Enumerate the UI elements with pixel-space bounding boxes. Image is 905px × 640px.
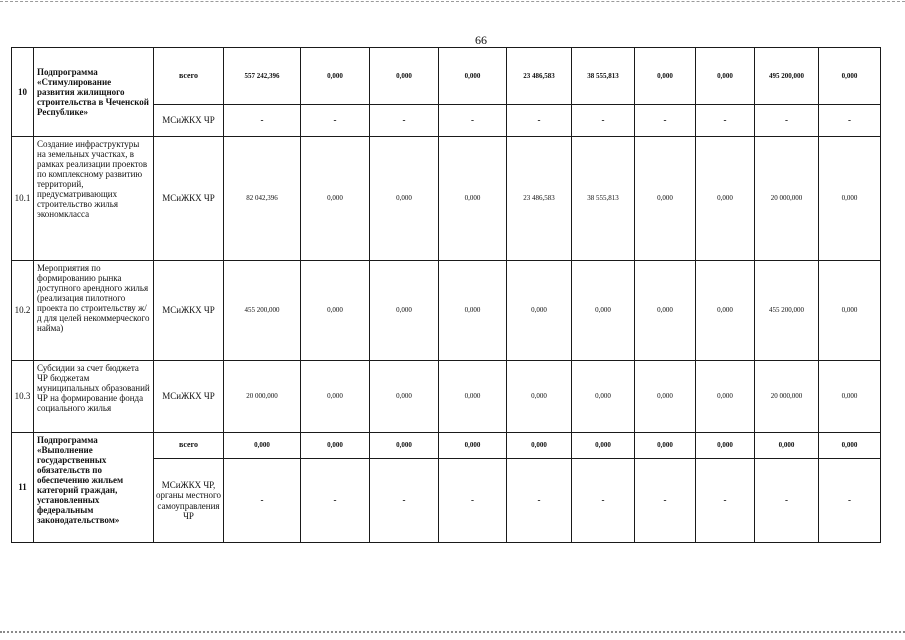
dash-cell: - <box>301 105 370 137</box>
executor-cell: МСиЖКХ ЧР <box>154 105 224 137</box>
dash-cell: - <box>439 459 507 543</box>
dash-cell: - <box>370 459 439 543</box>
value-cell: 0,000 <box>507 361 572 433</box>
value-cell: 0,000 <box>819 137 881 261</box>
value-cell: 0,000 <box>301 137 370 261</box>
value-cell: 0,000 <box>696 361 755 433</box>
value-cell: 0,000 <box>819 261 881 361</box>
value-cell: 0,000 <box>819 433 881 459</box>
table-row <box>12 137 881 261</box>
value-cell: 0,000 <box>635 433 696 459</box>
value-cell: 23 486,583 <box>507 48 572 105</box>
dash-cell: - <box>224 105 301 137</box>
scan-edge-top <box>0 1 905 2</box>
value-cell: 0,000 <box>696 433 755 459</box>
row-name: Подпрограмма «Стимулирование развития жилищного строительства в Чеченской Республике» <box>34 48 154 137</box>
value-cell: 0,000 <box>370 261 439 361</box>
executor-cell: МСиЖКХ ЧР <box>154 137 224 261</box>
value-cell: 82 042,396 <box>224 137 301 261</box>
value-cell: 0,000 <box>301 261 370 361</box>
dash-cell: - <box>439 105 507 137</box>
executor-cell: МСиЖКХ ЧР <box>154 361 224 433</box>
dash-cell: - <box>507 459 572 543</box>
dash-cell: - <box>755 105 819 137</box>
value-cell: 0,000 <box>572 261 635 361</box>
row-name: Субсидии за счет бюджета ЧР бюджетам муниципальных образований ЧР на формирование фонда социального жилья <box>34 361 154 433</box>
dash-cell: - <box>224 459 301 543</box>
value-cell: 0,000 <box>439 48 507 105</box>
table-row <box>12 433 881 459</box>
value-cell: 0,000 <box>301 48 370 105</box>
value-cell: 0,000 <box>635 361 696 433</box>
totals-label: всего <box>154 433 224 459</box>
value-cell: 0,000 <box>507 433 572 459</box>
dash-cell: - <box>507 105 572 137</box>
row-name: Мероприятия по формированию рынка доступного арендного жилья (реализация пилотного проекта по строительству ж/д для целей некоммерческого найма) <box>34 261 154 361</box>
dash-cell: - <box>635 105 696 137</box>
value-cell: 23 486,583 <box>507 137 572 261</box>
value-cell: 0,000 <box>635 137 696 261</box>
executor-cell: МСиЖКХ ЧР, органы местного самоуправления ЧР <box>154 459 224 543</box>
value-cell: 0,000 <box>696 48 755 105</box>
value-cell: 0,000 <box>439 261 507 361</box>
value-cell: 455 200,000 <box>224 261 301 361</box>
value-cell: 0,000 <box>370 137 439 261</box>
row-number: 10 <box>12 48 34 137</box>
value-cell: 20 000,000 <box>224 361 301 433</box>
value-cell: 0,000 <box>439 137 507 261</box>
program-table <box>11 47 881 543</box>
table-row <box>12 361 881 433</box>
row-number: 10.1 <box>12 137 34 261</box>
dash-cell: - <box>696 105 755 137</box>
value-cell: 0,000 <box>635 48 696 105</box>
value-cell: 557 242,396 <box>224 48 301 105</box>
value-cell: 20 000,000 <box>755 137 819 261</box>
value-cell: 0,000 <box>696 137 755 261</box>
value-cell: 0,000 <box>301 433 370 459</box>
page-number: 66 <box>475 33 487 47</box>
totals-label: всего <box>154 48 224 105</box>
value-cell: 455 200,000 <box>755 261 819 361</box>
value-cell: 0,000 <box>439 361 507 433</box>
dash-cell: - <box>572 105 635 137</box>
value-cell: 0,000 <box>224 433 301 459</box>
value-cell: 0,000 <box>819 361 881 433</box>
dash-cell: - <box>755 459 819 543</box>
dash-cell: - <box>819 105 881 137</box>
value-cell: 0,000 <box>507 261 572 361</box>
value-cell: 495 200,000 <box>755 48 819 105</box>
value-cell: 0,000 <box>819 48 881 105</box>
value-cell: 0,000 <box>370 433 439 459</box>
executor-cell: МСиЖКХ ЧР <box>154 261 224 361</box>
value-cell: 0,000 <box>755 433 819 459</box>
table-row <box>12 48 881 105</box>
row-name: Создание инфраструктуры на земельных участках, в рамках реализации проектов по комплексному развитию территорий, предусматривающих строительство жилья экономкласса <box>34 137 154 261</box>
value-cell: 0,000 <box>301 361 370 433</box>
row-number: 11 <box>12 433 34 543</box>
dash-cell: - <box>370 105 439 137</box>
value-cell: 0,000 <box>370 48 439 105</box>
scan-edge-bottom <box>0 631 905 633</box>
value-cell: 38 555,813 <box>572 137 635 261</box>
value-cell: 38 555,813 <box>572 48 635 105</box>
dash-cell: - <box>301 459 370 543</box>
value-cell: 0,000 <box>370 361 439 433</box>
value-cell: 0,000 <box>635 261 696 361</box>
value-cell: 0,000 <box>572 433 635 459</box>
row-number: 10.3 <box>12 361 34 433</box>
dash-cell: - <box>819 459 881 543</box>
dash-cell: - <box>635 459 696 543</box>
value-cell: 0,000 <box>439 433 507 459</box>
dash-cell: - <box>572 459 635 543</box>
table-row <box>12 261 881 361</box>
dash-cell: - <box>696 459 755 543</box>
value-cell: 20 000,000 <box>755 361 819 433</box>
row-number: 10.2 <box>12 261 34 361</box>
value-cell: 0,000 <box>572 361 635 433</box>
value-cell: 0,000 <box>696 261 755 361</box>
row-name: Подпрограмма «Выполнение государственных обязательств по обеспечению жильем категорий граждан, установленных федеральным законодательством» <box>34 433 154 543</box>
